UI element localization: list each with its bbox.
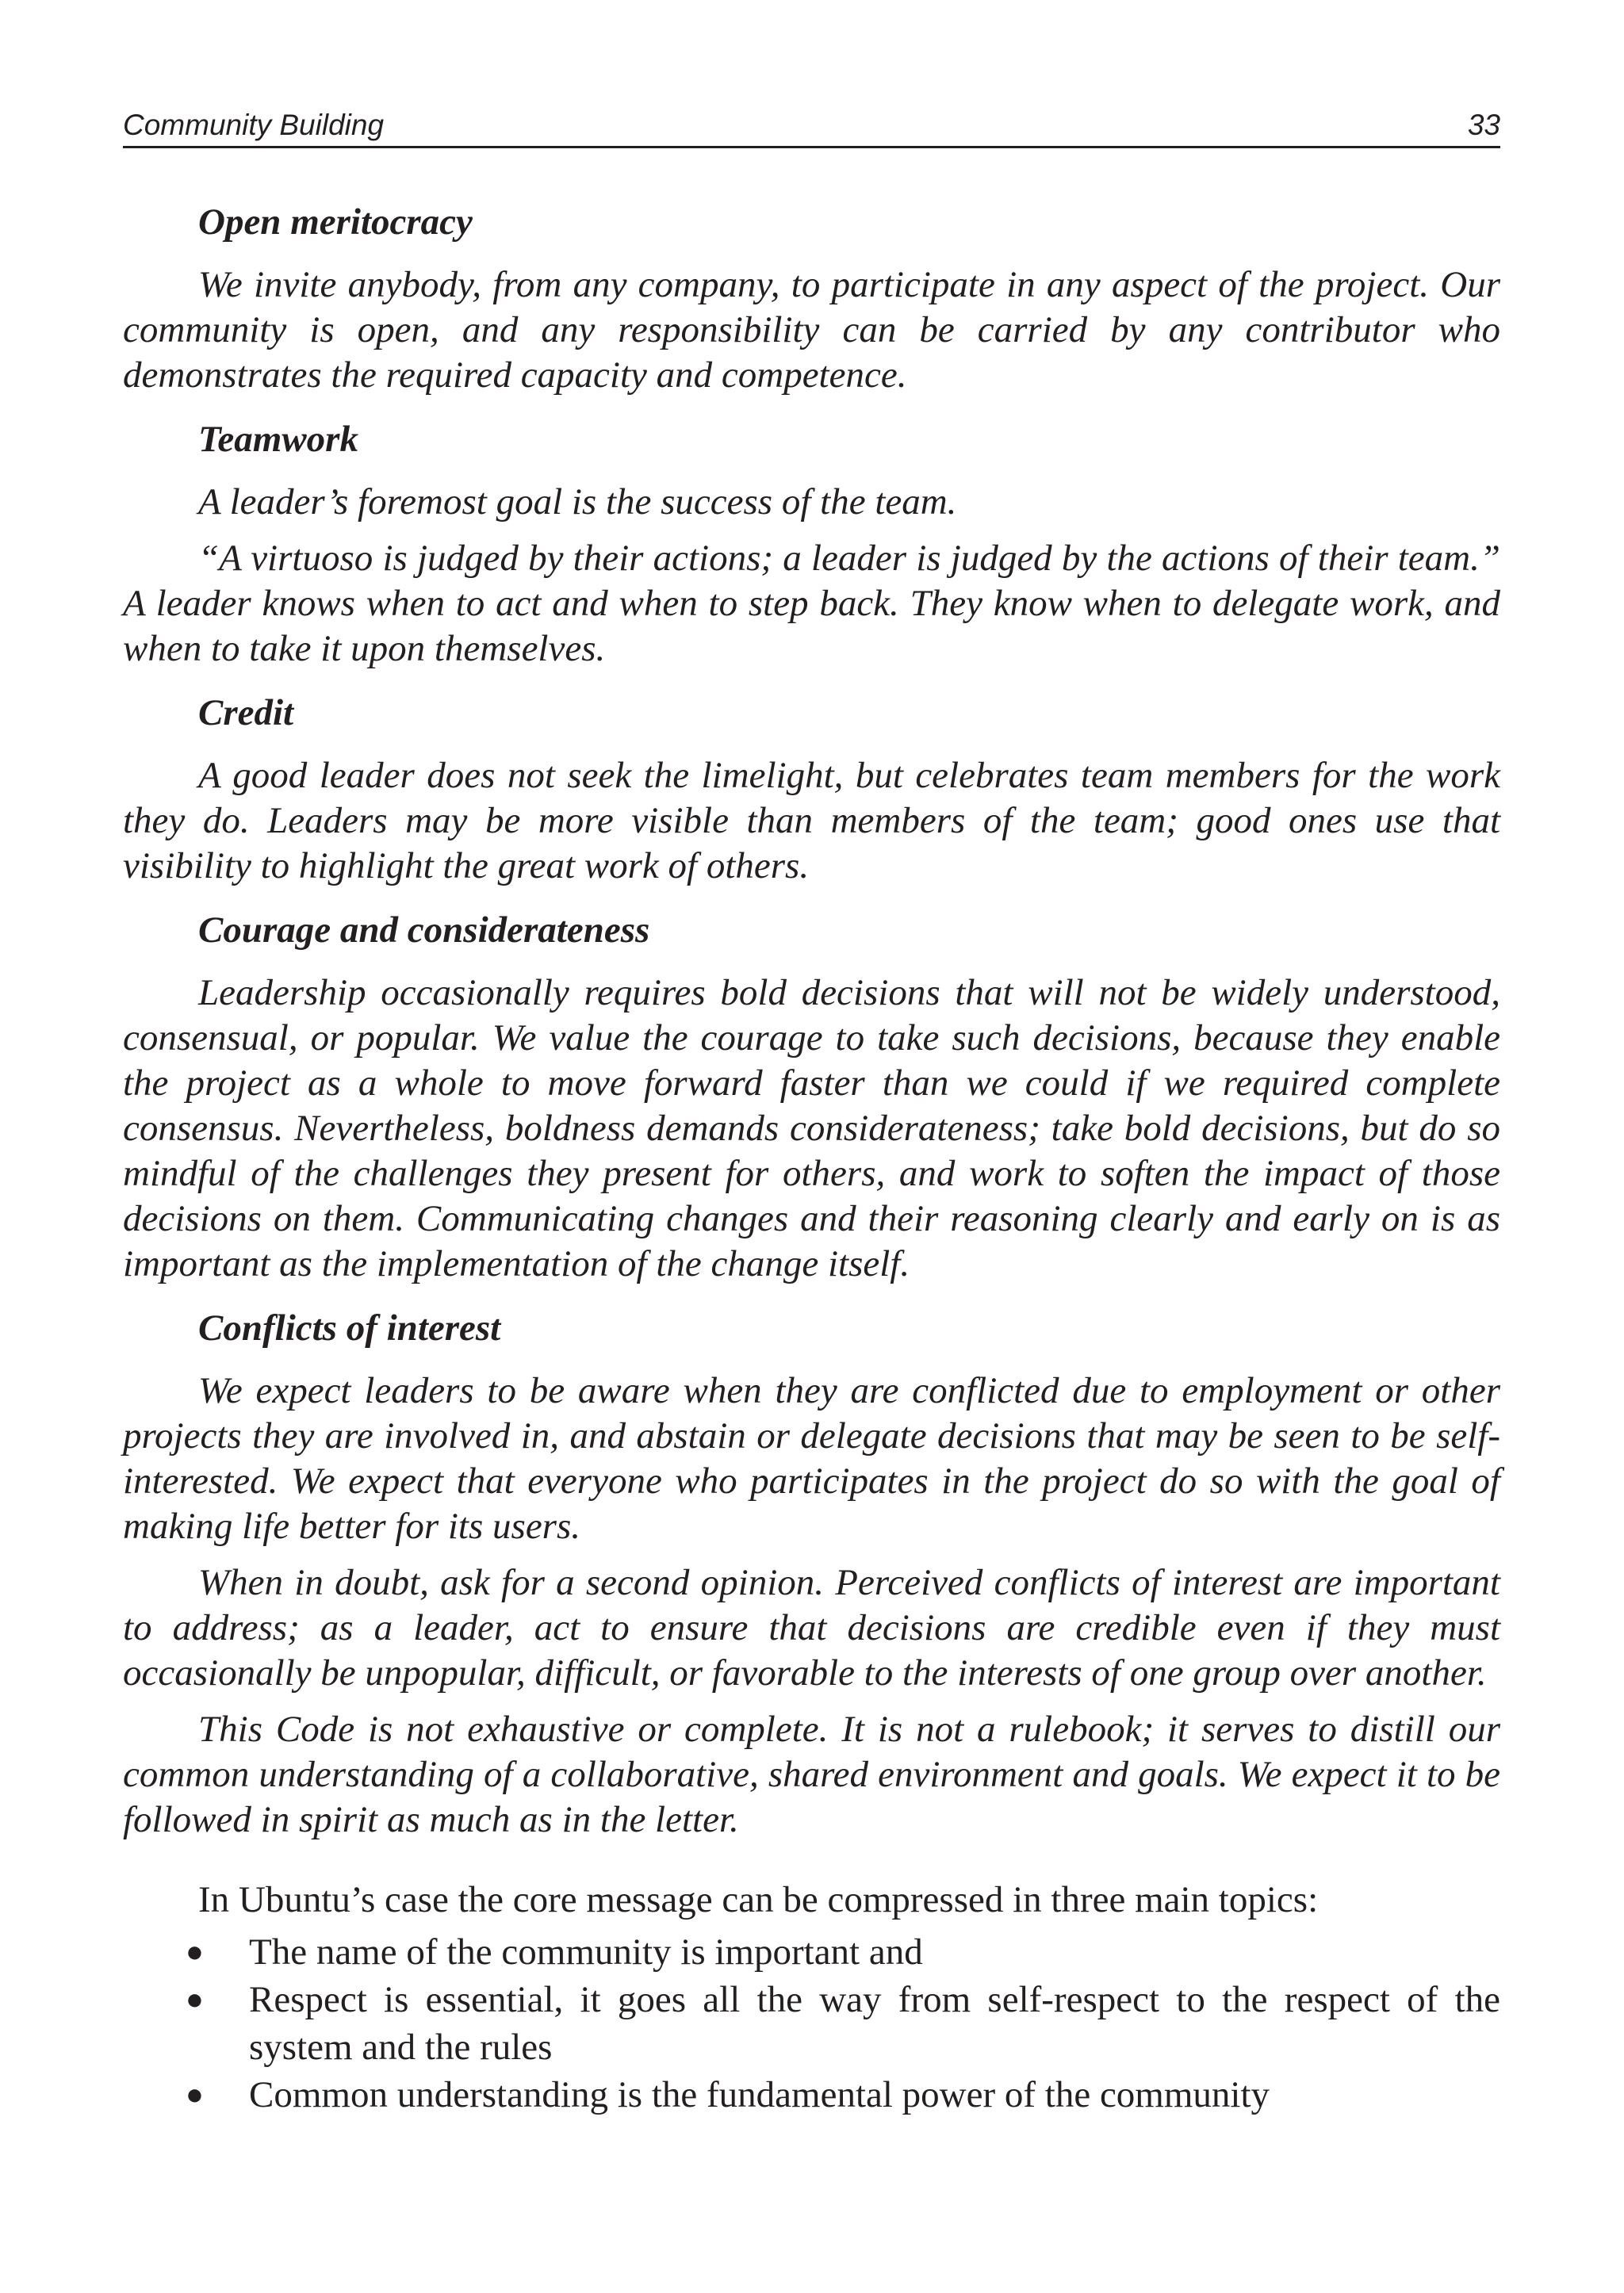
list-item-text: Common understanding is the fundamental power of the community — [249, 2074, 1270, 2115]
list-item — [123, 1976, 1500, 2071]
list-item-text: Respect is essential, it goes all the way from self-respect to the respect of the system and the rules — [249, 1979, 1500, 2068]
paragraph: A good leader does not seek the limelight, but celebrates team members for the work they do. Leaders may be more visible than members of the team; good ones use that visibility to highlight the great work of others. — [123, 755, 1500, 886]
list-item-text: The name of the community is important and — [249, 1931, 923, 1973]
page-number: 33 — [1467, 109, 1500, 141]
section-open-meritocracy — [123, 200, 1500, 398]
section-heading: Open meritocracy — [198, 201, 473, 243]
paragraph: When in doubt, ask for a second opinion. Perceived conflicts of interest are important to address; as a leader, act to ensure that decisions are credible even if they must occasionally be unpopular, difficult, or favorable to the interests of one group over another. — [123, 1562, 1500, 1694]
closing-paragraph: This Code is not exhaustive or complete. It is not a rulebook; it serves to distill our common understanding of a collaborative, shared environment and goals. We expect it to be followed in spirit as much as in the letter. — [123, 1709, 1500, 1840]
section-heading: Conflicts of interest — [198, 1307, 501, 1349]
bullet-icon: ● — [186, 1935, 204, 1969]
code-of-conduct-excerpt — [123, 200, 1500, 1843]
bullet-icon: ● — [186, 2078, 204, 2111]
bullet-list — [123, 1928, 1500, 2119]
section-heading: Teamwork — [198, 419, 358, 460]
paragraph: A leader’s foremost goal is the success of the team. — [198, 481, 957, 523]
section-heading: Credit — [198, 692, 294, 733]
intro-sentence: In Ubuntu’s case the core message can be compressed in three main topics: — [198, 1879, 1319, 1920]
section-courage-and-considerateness — [123, 908, 1500, 1287]
commentary — [123, 1876, 1500, 2119]
chapter-title: Community Building — [123, 109, 385, 141]
section-credit — [123, 691, 1500, 889]
list-item — [123, 1928, 1500, 1976]
paragraph: Leadership occasionally requires bold decisions that will not be widely understood, consensual, or popular. We value the courage to take such decisions, because they enable the project as a whole to move forward faster than we could if we required complete consensus. Nevertheless, boldness demands considerateness; take bold decisions, but do so mindful of the challenges they present for others, and work to soften the impact of those decisions on them. Communicating changes and their reasoning clearly and early on is as important as the implementation of the change itself. — [123, 972, 1500, 1284]
list-item — [123, 2071, 1500, 2119]
paragraph: We invite anybody, from any company, to participate in any aspect of the project. Our community is open, and any responsibility can be carried by any contributor who demonstrates the required capacity and competence. — [123, 264, 1500, 396]
page-body — [123, 200, 1500, 2119]
section-heading: Courage and considerateness — [198, 909, 650, 951]
paragraph: “A virtuoso is judged by their actions; a leader is judged by the actions of their team.” A leader knows when to act and when to step back. They know when to delegate work, and when to take it upon themselves. — [123, 538, 1500, 669]
section-conflicts-of-interest — [123, 1306, 1500, 1696]
paragraph: We expect leaders to be aware when they are conflicted due to employment or other projects they are involved in, and abstain or delegate decisions that may be seen to be self-interested. We expect that everyone who participates in the project do so with the goal of making life better for its users. — [123, 1370, 1500, 1547]
bullet-icon: ● — [186, 1983, 204, 2016]
running-header — [123, 105, 1500, 148]
section-teamwork — [123, 417, 1500, 672]
